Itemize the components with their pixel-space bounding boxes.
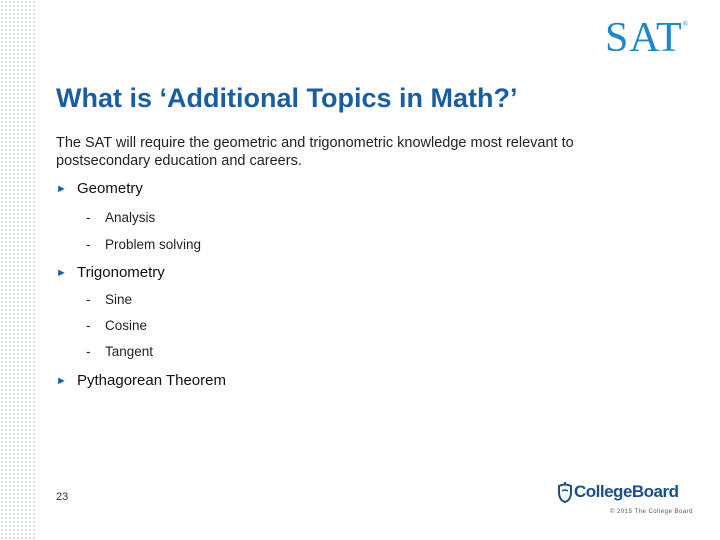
topic-pythagorean-theorem	[56, 372, 226, 389]
college-board-logo-text: CollegeBoard	[574, 482, 679, 501]
triangle-right-icon: ►	[56, 375, 67, 387]
triangle-right-icon: ►	[56, 183, 67, 195]
sat-logo-text: SAT	[604, 15, 683, 61]
slide-title: What is ‘Additional Topics in Math?’	[56, 83, 518, 113]
subtopic-cosine	[86, 318, 147, 333]
dash-marker: -	[86, 210, 91, 225]
topic-geometry	[56, 180, 143, 197]
dash-marker: -	[86, 344, 91, 359]
topic-label: Trigonometry	[77, 264, 165, 281]
registered-mark: ®	[682, 20, 689, 28]
copyright-notice: © 2015 The College Board	[609, 509, 693, 515]
page-number: 23	[56, 491, 69, 503]
topic-label: Pythagorean Theorem	[77, 372, 226, 389]
subtopic-label: Problem solving	[105, 237, 202, 252]
dash-marker: -	[86, 237, 91, 252]
subtopic-analysis	[86, 210, 155, 225]
subtopic-label: Sine	[105, 292, 133, 307]
subtopic-label: Cosine	[105, 318, 148, 333]
topic-label: Geometry	[77, 180, 143, 197]
dash-marker: -	[86, 292, 91, 307]
subtopic-label: Tangent	[105, 344, 154, 359]
intro-paragraph: The SAT will require the geometric and trigonometric knowledge most relevant to postsecondary education and careers.	[56, 135, 574, 169]
subtopic-tangent	[86, 344, 153, 359]
dash-marker: -	[86, 318, 91, 333]
subtopic-problem-solving	[86, 237, 201, 252]
topic-trigonometry	[56, 264, 165, 281]
dotted-side-strip	[0, 0, 36, 540]
acorn-icon	[556, 481, 574, 503]
college-board-logo	[556, 481, 679, 503]
triangle-right-icon: ►	[56, 267, 67, 279]
subtopic-label: Analysis	[105, 210, 156, 225]
sat-logo	[605, 14, 689, 62]
subtopic-sine	[86, 292, 132, 307]
